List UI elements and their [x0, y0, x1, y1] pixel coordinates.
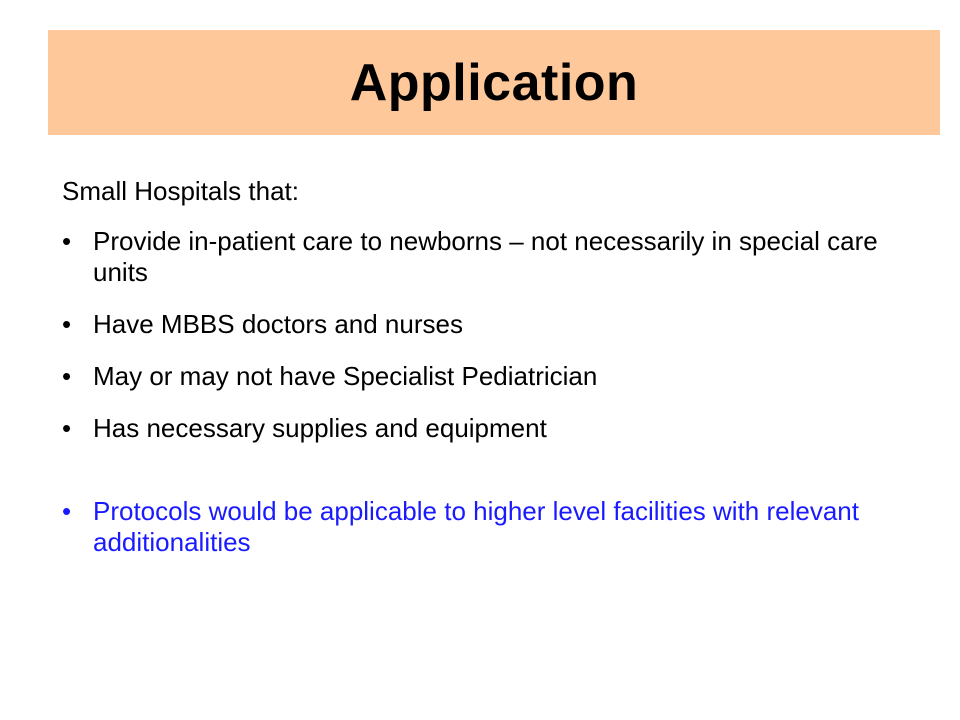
bullet-text: May or may not have Specialist Pediatrician: [93, 361, 598, 391]
bullet-text: Have MBBS doctors and nurses: [93, 309, 463, 339]
bullet-text: Provide in-patient care to newborns – not necessarily in special care units: [93, 226, 878, 287]
title-bar: [48, 30, 940, 135]
bullet-item-specialist: [62, 361, 922, 392]
bullet-text: Protocols would be applicable to higher level facilities with relevant additionalities: [93, 496, 859, 557]
bullet-dot-icon: •: [62, 413, 72, 443]
bullet-dot-icon: •: [62, 309, 72, 339]
bullet-dot-icon: •: [62, 226, 72, 256]
bullet-item-inpatient-care: [62, 226, 922, 288]
slide-title: Application: [349, 53, 639, 112]
bullet-dot-icon: •: [62, 496, 72, 526]
bullet-item-supplies: [62, 413, 922, 444]
bullet-dot-icon: •: [62, 361, 72, 391]
bullet-item-doctors-nurses: [62, 309, 922, 340]
bullet-item-protocols: [62, 496, 922, 558]
slide-body: [62, 176, 922, 579]
intro-text: Small Hospitals that:: [62, 176, 299, 206]
bullet-text: Has necessary supplies and equipment: [93, 413, 547, 443]
bullet-list: [62, 226, 922, 558]
